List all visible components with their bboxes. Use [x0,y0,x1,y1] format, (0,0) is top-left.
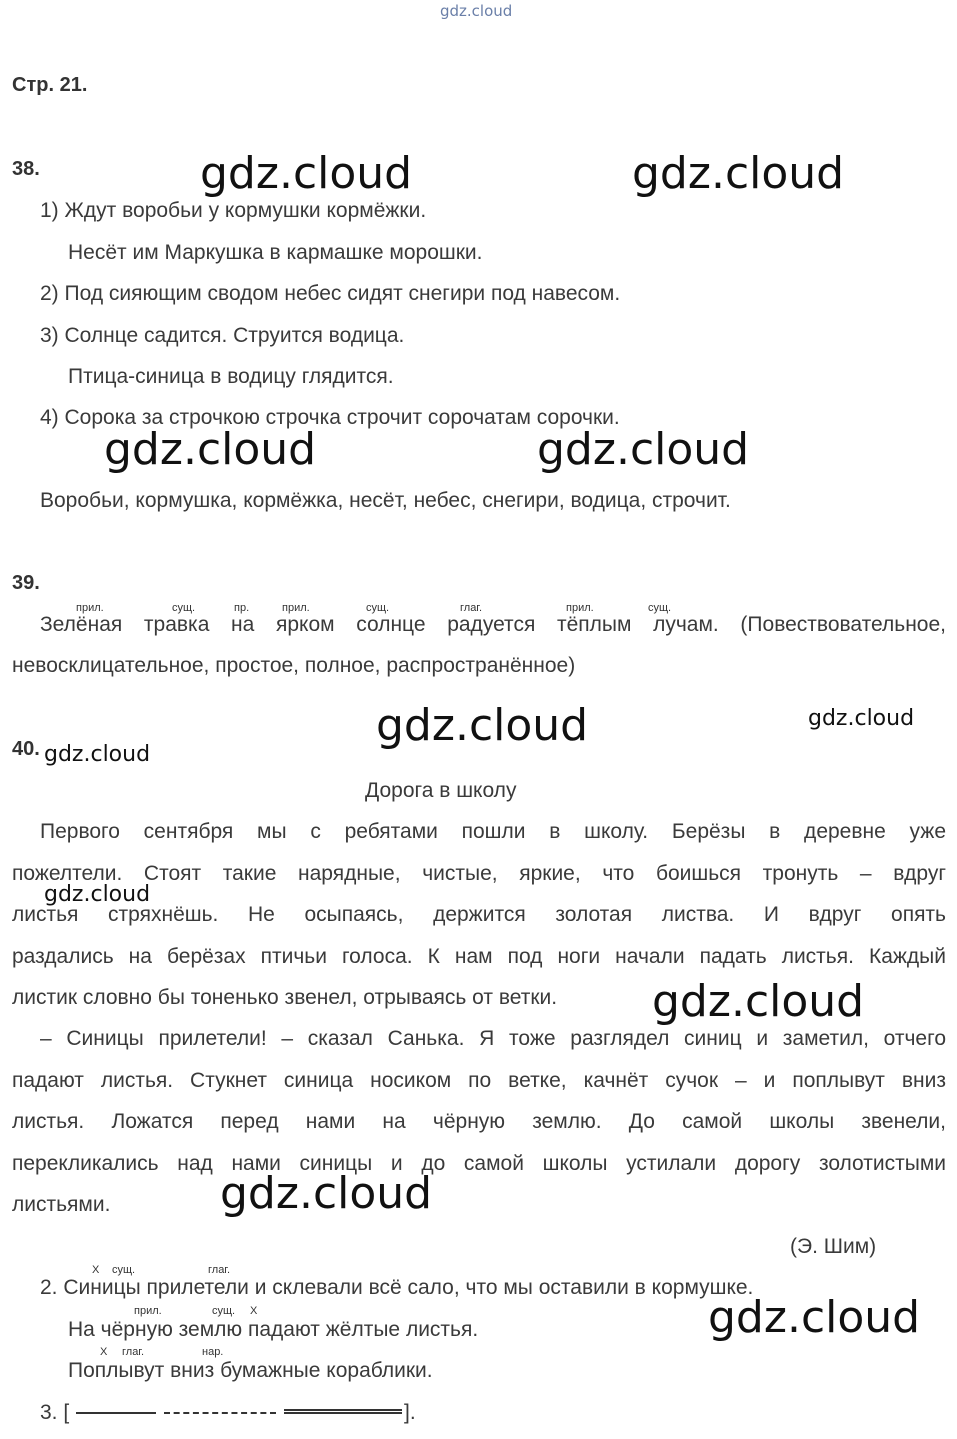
watermark: gdz.cloud [376,700,589,751]
pos-tag: прил. [76,602,104,614]
text-title: Дорога в школу [365,779,517,802]
pos-tag: Х [250,1305,258,1317]
watermark: gdz.cloud [44,742,151,767]
watermark: gdz.cloud [808,706,915,731]
pos-tag: прил. [282,602,310,614]
text-line: Поплывут вниз бумажные кораблики. [68,1359,433,1382]
text-line: 2. Синицы прилетели и склевали всё сало, что мы оставили в кормушке. [40,1276,754,1299]
page-header: Стр. 21. [12,74,88,96]
exercise-number: 40. [12,738,40,760]
text-line: пожелтели. Стоят такие нарядные, чистые, яркие, что боишься тронуть – вдруг [12,862,946,885]
watermark: gdz.cloud [220,1168,433,1219]
watermark: gdz.cloud [200,148,413,199]
text-line: 4) Сорока за строчкою строчка строчит сорочатам сорочки. [40,406,620,429]
author: (Э. Шим) [790,1235,877,1258]
top-watermark: gdz.cloud [440,2,513,20]
pos-tag: глаг. [208,1264,231,1276]
pos-tag: Х [100,1346,108,1358]
pos-tag: пр. [234,602,250,614]
subject-line [76,1412,156,1414]
watermark: gdz.cloud [708,1292,921,1343]
predicate-line [284,1409,402,1414]
text-line: Зелёная травка на ярком солнце радуется тёплым лучам. (Повествовательное, [40,613,946,636]
text-line: листьями. [12,1193,111,1216]
word-list: Воробьи, кормушка, кормёжка, несёт, небес, снегири, водица, строчит. [40,489,731,512]
pos-tag: прил. [566,602,594,614]
text-line: 1) Ждут воробьи у кормушки кормёжки. [40,199,427,222]
pos-tag: нар. [202,1346,224,1358]
attribute-line [164,1412,276,1414]
pos-tag: сущ. [172,602,196,614]
pos-tag: глаг. [460,602,483,614]
text-line: листья. Ложатся перед нами на чёрную землю. До самой школы звенели, [12,1110,946,1133]
pos-tag: прил. [134,1305,162,1317]
exercise-number: 39. [12,572,40,594]
pos-tag: сущ. [212,1305,236,1317]
text-line: 2) Под сияющим сводом небес сидят снегири под навесом. [40,282,621,305]
pos-tag: Х [92,1264,100,1276]
text-line: Первого сентября мы с ребятами пошли в школу. Берёзы в деревне уже [40,820,946,843]
text-line: – Синицы прилетели! – сказал Санька. Я тоже разглядел синиц и заметил, отчего [40,1027,946,1050]
text-line: перекликались над нами синицы и до самой школы устилали дорогу золотистыми [12,1152,946,1175]
text-line: На чёрную землю падают жёлтые листья. [68,1318,479,1341]
watermark: gdz.cloud [44,882,151,907]
text-line: листик словно бы тоненько звенел, отрываясь от ветки. [12,986,558,1009]
pos-tag: сущ. [366,602,390,614]
pos-tag: сущ. [648,602,672,614]
watermark: gdz.cloud [632,148,845,199]
scheme-end: ]. [404,1401,416,1424]
watermark: gdz.cloud [652,976,865,1027]
text-line: Несёт им Маркушка в кармашке морошки. [68,241,483,264]
text-line: листья стряхнёшь. Не осыпаясь, держится золотая листва. И вдруг опять [12,903,946,926]
text-line: Птица-синица в водицу глядится. [68,365,394,388]
watermark: gdz.cloud [104,424,317,475]
pos-tag: сущ. [112,1264,136,1276]
pos-tag: глаг. [122,1346,145,1358]
watermark: gdz.cloud [537,424,750,475]
text-line: раздались на берёзах птичьи голоса. К нам под ноги начали падать листья. Каждый [12,945,946,968]
text-line: падают листья. Стукнет синица носиком по ветке, качнёт сучок – и поплывут вниз [12,1069,946,1092]
exercise-number: 38. [12,158,40,180]
text-line: невосклицательное, простое, полное, распространённое) [12,654,576,677]
text-line: 3) Солнце садится. Струится водица. [40,324,405,347]
scheme-start: 3. [ [40,1401,70,1424]
